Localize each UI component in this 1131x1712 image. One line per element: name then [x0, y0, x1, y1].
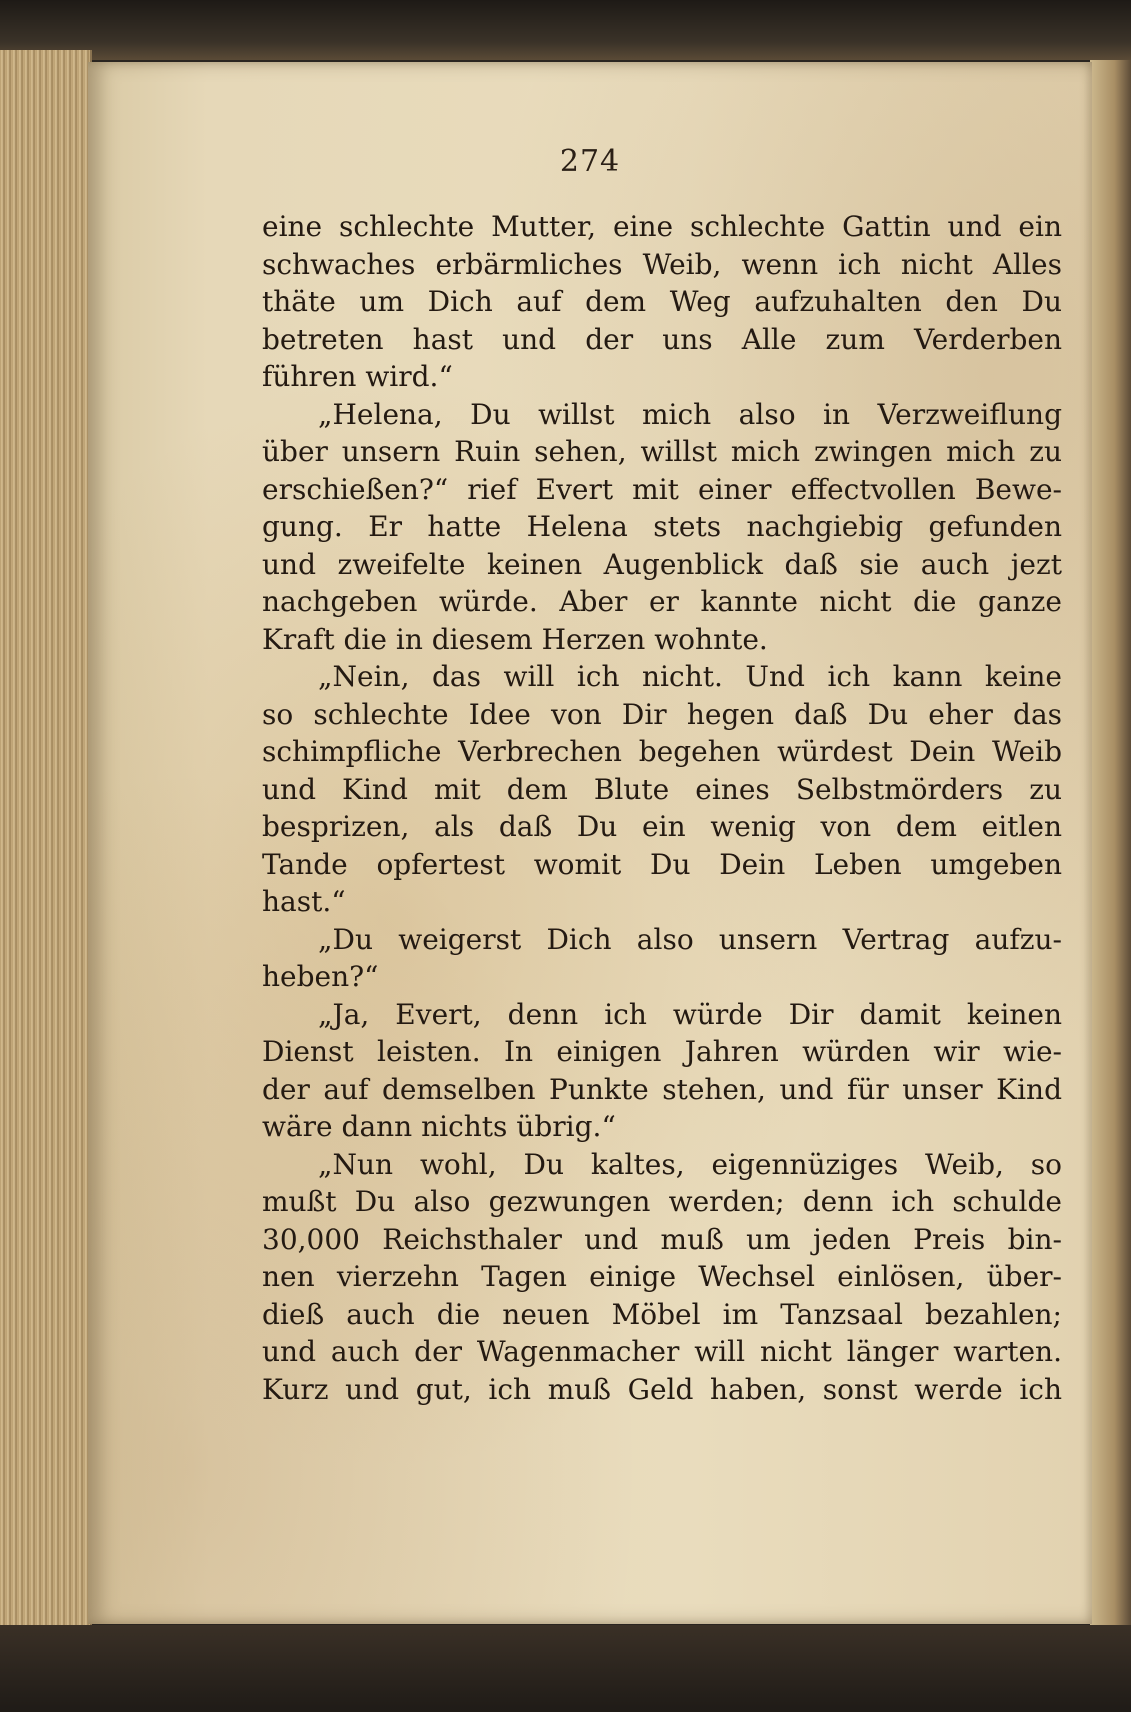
text-line: schimpfliche Verbrechen begehen würdest Dein Weib	[262, 735, 1062, 768]
text-line: und Kind mit dem Blute eines Selbstmörders zu	[262, 772, 1062, 806]
text-line: schwaches erbärmliches Weib, wenn ich nicht Alles	[262, 247, 1062, 281]
text-line: nachgeben würde. Aber er kannte nicht die ganze	[262, 585, 1062, 618]
text-line: „Ja, Evert, denn ich würde Dir damit keinen	[318, 997, 1062, 1031]
text-line: Kraft die in diesem Herzen wohnte.	[262, 622, 768, 656]
text-line: mußt Du also gezwungen werden; denn ich schulde	[262, 1185, 1062, 1218]
page-fold-right	[1090, 60, 1131, 1625]
page-stack-edges	[0, 50, 92, 1630]
text-line: „Du weigerst Dich also unsern Vertrag aufzu-	[318, 922, 1062, 956]
text-line: „Helena, Du willst mich also in Verzweiflung	[318, 397, 1062, 431]
text-line: „Nein, das will ich nicht. Und ich kann keine	[318, 660, 1062, 693]
text-line: über unsern Ruin sehen, willst mich zwingen mich zu	[262, 435, 1062, 468]
text-line: so schlechte Idee von Dir hegen daß Du eher das	[262, 697, 1062, 731]
text-line: thäte um Dich auf dem Weg aufzuhalten den Du	[262, 285, 1062, 318]
text-line: nen vierzehn Tagen einige Wechsel einlösen, über-	[262, 1260, 1062, 1293]
text-line: 30,000 Reichsthaler und muß um jeden Preis bin-	[262, 1222, 1062, 1256]
text-line: und auch der Wagenmacher will nicht länger warten.	[262, 1335, 1062, 1368]
page-number: 274	[559, 144, 621, 179]
body-text	[262, 208, 1062, 1408]
text-line: erschießen?“ rief Evert mit einer effectvollen Bewe-	[262, 472, 1062, 506]
text-line: der auf demselben Punkte stehen, und für unser Kind	[262, 1072, 1062, 1106]
book-page	[88, 62, 1092, 1624]
text-line: hast.“	[262, 885, 346, 918]
text-line: Tande opfertest womit Du Dein Leben umgeben	[262, 847, 1062, 881]
text-line: Kurz und gut, ich muß Geld haben, sonst werde ich	[262, 1372, 1062, 1406]
text-line: wäre dann nichts übrig.“	[262, 1110, 616, 1143]
book-cover-bottom	[0, 1625, 1131, 1712]
text-line: „Nun wohl, Du kaltes, eigennüziges Weib, so	[318, 1147, 1062, 1181]
text-line: gung. Er hatte Helena stets nachgiebig gefunden	[262, 510, 1062, 543]
text-line: eine schlechte Mutter, eine schlechte Gattin und ein	[262, 210, 1062, 243]
text-line: dieß auch die neuen Möbel im Tanzsaal bezahlen;	[262, 1297, 1062, 1331]
text-line: führen wird.“	[262, 360, 453, 393]
text-line: und zweifelte keinen Augenblick daß sie auch jezt	[262, 547, 1062, 581]
text-line: heben?“	[262, 960, 379, 993]
book-cover-top	[0, 0, 1131, 60]
text-line: betreten hast und der uns Alle zum Verderben	[262, 322, 1062, 356]
text-line: besprizen, als daß Du ein wenig von dem eitlen	[262, 810, 1062, 843]
text-line: Dienst leisten. In einigen Jahren würden wir wie-	[262, 1035, 1062, 1068]
